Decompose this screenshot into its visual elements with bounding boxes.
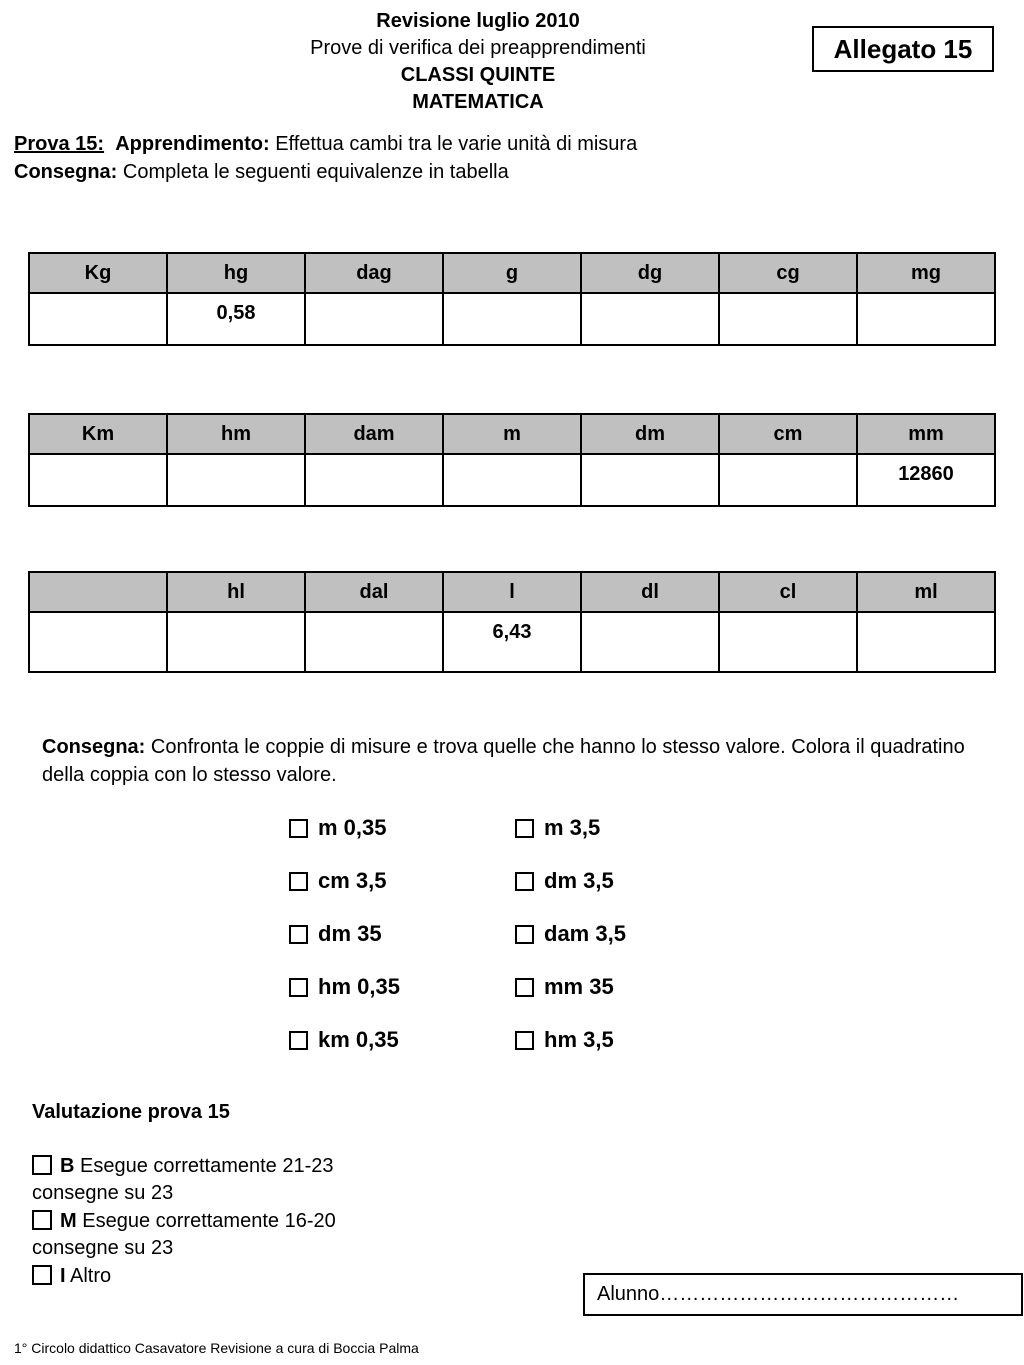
consegna-2-text: Confronta le coppie di misure e trova quelle che hanno lo stesso valore. Colora il quadratino della coppia con lo stesso valore. (42, 736, 965, 786)
allegato-box: Allegato 15 (812, 26, 994, 72)
table-header-cell: dam (305, 414, 443, 454)
table-header-cell: g (443, 253, 581, 293)
checkbox-icon[interactable] (515, 872, 534, 891)
table-value-cell[interactable] (29, 454, 167, 506)
header-line-4: MATEMATICA (412, 91, 544, 113)
apprendimento-text: Effettua cambi tra le varie unità di misura (275, 133, 638, 155)
table-header-cell: cg (719, 253, 857, 293)
consegna-2 (42, 733, 992, 789)
table-value-cell[interactable]: 6,43 (443, 612, 581, 672)
pair-option-left[interactable]: hm 0,35 (289, 972, 400, 1002)
pair-option-right[interactable]: dm 3,5 (515, 866, 614, 896)
checkbox-icon[interactable] (32, 1265, 52, 1285)
valutazione-item-i[interactable]: I Altro (32, 1263, 111, 1290)
table-value-cell[interactable] (581, 293, 719, 345)
footer-text: 1° Circolo didattico Casavatore Revisione a cura di Boccia Palma (14, 1340, 419, 1356)
consegna-text: Completa le seguenti equivalenze in tabella (122, 161, 509, 183)
checkbox-icon[interactable] (289, 1031, 308, 1050)
checkbox-icon[interactable] (515, 978, 534, 997)
consegna-line (14, 158, 509, 186)
table-value-cell[interactable] (167, 454, 305, 506)
checkbox-icon[interactable] (515, 819, 534, 838)
table-header-cell: cm (719, 414, 857, 454)
header-line-2: Prove di verifica dei preapprendimenti (310, 37, 646, 59)
table-header-cell: dg (581, 253, 719, 293)
pair-option-right[interactable]: m 3,5 (515, 813, 600, 843)
table-header-cell (29, 572, 167, 612)
table-mass (28, 252, 996, 346)
table-value-cell[interactable] (167, 612, 305, 672)
table-value-cell[interactable] (443, 293, 581, 345)
table-header-cell: ml (857, 572, 995, 612)
table-header-cell: dag (305, 253, 443, 293)
pair-option-left[interactable]: m 0,35 (289, 813, 387, 843)
table-length (28, 413, 996, 507)
consegna-label: Consegna: (14, 161, 118, 183)
table-value-cell[interactable] (29, 612, 167, 672)
checkbox-icon[interactable] (32, 1155, 52, 1175)
table-value-cell[interactable] (29, 293, 167, 345)
table-header-cell: mg (857, 253, 995, 293)
pair-option-left[interactable]: cm 3,5 (289, 866, 387, 896)
valutazione-title: Valutazione prova 15 (32, 1101, 230, 1123)
pair-option-right[interactable]: hm 3,5 (515, 1025, 614, 1055)
table-header-cell: mm (857, 414, 995, 454)
table-value-cell[interactable] (581, 454, 719, 506)
table-header-cell: hl (167, 572, 305, 612)
table-header-cell: hm (167, 414, 305, 454)
table-value-cell[interactable] (857, 293, 995, 345)
table-value-cell[interactable] (443, 454, 581, 506)
table-value-cell[interactable] (305, 454, 443, 506)
checkbox-icon[interactable] (289, 819, 308, 838)
pair-option-left[interactable]: dm 35 (289, 919, 382, 949)
alunno-field[interactable]: Alunno……………………………………… (583, 1273, 1023, 1316)
checkbox-icon[interactable] (289, 978, 308, 997)
pair-option-right[interactable]: mm 35 (515, 972, 614, 1002)
pair-option-right[interactable]: dam 3,5 (515, 919, 626, 949)
table-header-cell: dm (581, 414, 719, 454)
table-value-cell[interactable] (305, 293, 443, 345)
table-header-cell: Km (29, 414, 167, 454)
valutazione-item-m[interactable]: M Esegue correttamente 16-20 consegne su 23 (32, 1210, 336, 1259)
table-value-cell[interactable] (719, 293, 857, 345)
checkbox-icon[interactable] (515, 1031, 534, 1050)
checkbox-icon[interactable] (32, 1210, 52, 1230)
checkbox-icon[interactable] (515, 925, 534, 944)
prova-label: Prova 15: (14, 133, 105, 155)
table-value-cell[interactable] (719, 454, 857, 506)
table-value-cell[interactable] (719, 612, 857, 672)
table-header-cell: cl (719, 572, 857, 612)
consegna-2-label: Consegna: (42, 736, 146, 758)
header-line-3: CLASSI QUINTE (400, 64, 556, 86)
table-header-cell: Kg (29, 253, 167, 293)
prova-line (14, 130, 637, 158)
table-value-cell[interactable] (581, 612, 719, 672)
apprendimento-label: Apprendimento: (115, 133, 270, 155)
table-capacity (28, 571, 996, 673)
table-header-cell: l (443, 572, 581, 612)
table-value-cell[interactable]: 0,58 (167, 293, 305, 345)
table-header-cell: hg (167, 253, 305, 293)
valutazione-item-b[interactable]: B Esegue correttamente 21-23 consegne su 23 (32, 1155, 334, 1204)
table-value-cell[interactable]: 12860 (857, 454, 995, 506)
header-line-1: Revisione luglio 2010 (376, 10, 580, 32)
checkbox-icon[interactable] (289, 925, 308, 944)
table-value-cell[interactable] (857, 612, 995, 672)
table-header-cell: m (443, 414, 581, 454)
pair-option-left[interactable]: km 0,35 (289, 1025, 399, 1055)
table-header-cell: dl (581, 572, 719, 612)
table-value-cell[interactable] (305, 612, 443, 672)
table-header-cell: dal (305, 572, 443, 612)
checkbox-icon[interactable] (289, 872, 308, 891)
